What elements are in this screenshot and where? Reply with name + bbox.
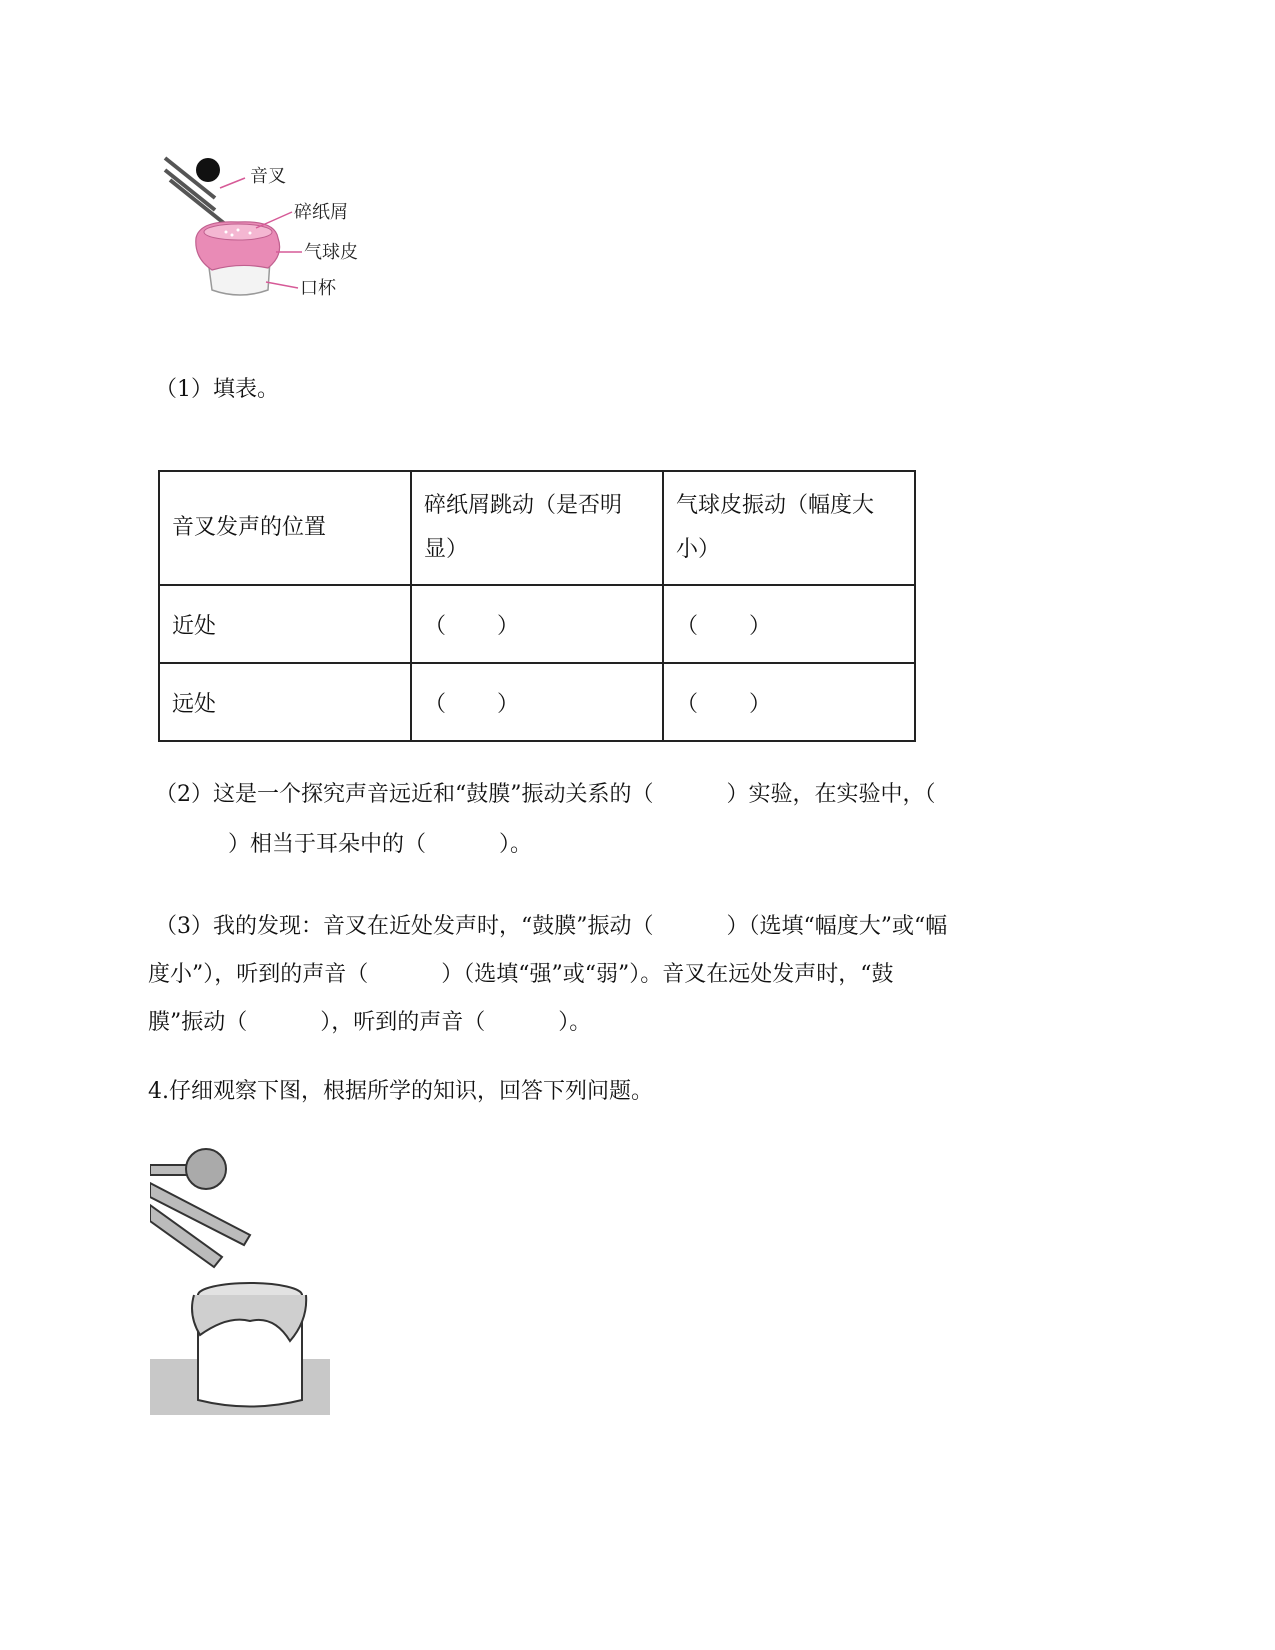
question-3-line-1: （3）我的发现：音叉在近处发声时，“鼓膜”振动（ ）（选填“幅度大”或“幅 bbox=[155, 914, 948, 939]
table-row bbox=[159, 585, 915, 663]
label-balloon-skin: 气球皮 bbox=[304, 242, 358, 263]
label-cup: 口杯 bbox=[300, 278, 336, 299]
question-3-line-2: 度小”），听到的声音（ ）（选填“强”或“弱”）。音叉在远处发声时，“鼓 bbox=[148, 962, 894, 987]
question-1-title: （1）填表。 bbox=[155, 377, 279, 402]
label-paper-scraps: 碎纸屑 bbox=[294, 202, 348, 223]
table-header-position: 音叉发声的位置 bbox=[159, 471, 411, 585]
row-label: 远处 bbox=[159, 663, 411, 741]
question-3-line-3: 膜”振动（ ），听到的声音（ ）。 bbox=[148, 1010, 592, 1035]
tuning-fork-cup-figure-2 bbox=[150, 1145, 330, 1415]
table-header-balloon: 气球皮振动（幅度大 小） bbox=[663, 471, 915, 585]
question-2-line-2: ）相当于耳朵中的（ ）。 bbox=[155, 832, 532, 857]
blank-cell[interactable]: （ ） bbox=[411, 663, 663, 741]
blank-cell[interactable]: （ ） bbox=[411, 585, 663, 663]
cup-icon bbox=[192, 1283, 306, 1407]
question-4-title: 4.仔细观察下图，根据所学的知识，回答下列问题。 bbox=[148, 1079, 653, 1104]
table-row bbox=[159, 663, 915, 741]
blank-cell[interactable]: （ ） bbox=[663, 663, 915, 741]
cup-icon bbox=[196, 222, 280, 295]
question-2-line-1: （2）这是一个探究声音远近和“鼓膜”振动关系的（ ）实验，在实验中，（ bbox=[155, 782, 936, 807]
label-tuning-fork: 音叉 bbox=[250, 166, 286, 187]
blank-cell[interactable]: （ ） bbox=[663, 585, 915, 663]
row-label: 近处 bbox=[159, 585, 411, 663]
table-header-paper: 碎纸屑跳动（是否明 显） bbox=[411, 471, 663, 585]
tuning-fork-icon bbox=[165, 158, 225, 224]
data-table bbox=[158, 470, 916, 742]
tuning-fork-cup-figure bbox=[160, 150, 400, 320]
tuning-fork-icon bbox=[150, 1149, 250, 1267]
